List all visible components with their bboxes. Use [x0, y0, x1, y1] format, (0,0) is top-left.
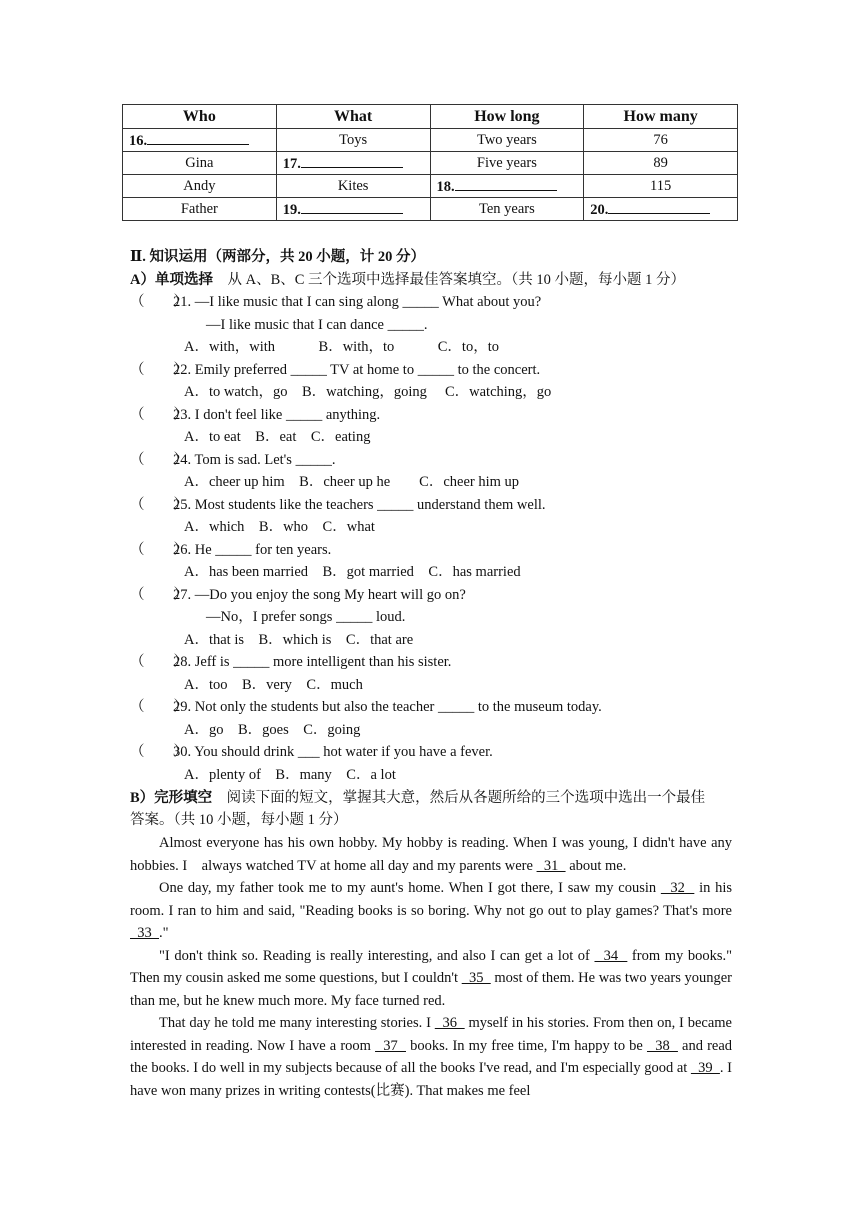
table-cell: Five years [430, 152, 584, 175]
cloze-blank: 34 [594, 947, 628, 964]
table-cell: 89 [584, 152, 738, 175]
cloze-blank: 39 [690, 1060, 720, 1076]
passage-paragraph [130, 945, 732, 1013]
passage-text: . I have won many prizes in writing contests(比赛). That makes me feel [130, 1060, 732, 1099]
passage-text: That day he told me many interesting stories. I [159, 1015, 435, 1031]
passage-text: in his room. I ran to him and said, "Reading books is so boring. Why not go out to play games? That's more [130, 880, 733, 919]
question-stem [130, 405, 380, 425]
passage-paragraph [130, 877, 732, 945]
question-stem [130, 697, 602, 717]
passage-text: "I don't think so. Reading is really interesting, and also I can get a lot of [159, 947, 595, 964]
question-text: 25. Most students like the teachers _____ understand them well. [173, 496, 546, 513]
table-cell: Two years [430, 129, 584, 152]
answer-paren: （ ） [130, 654, 188, 670]
table-cell: Father [123, 198, 277, 221]
answer-blank [301, 199, 403, 214]
question-options: A．plenty of B．many C．a lot [184, 766, 396, 783]
table-cell: Andy [123, 175, 277, 198]
table-row [123, 152, 738, 175]
cloze-blank: 37 [375, 1037, 406, 1054]
question-stem [130, 742, 493, 762]
cloze-blank: 32 [660, 880, 695, 896]
cloze-blank: 31 [536, 857, 566, 874]
question-stem [130, 360, 540, 380]
question-text: 24. Tom is sad. Let's _____. [173, 451, 336, 468]
table-cell: Kites [276, 175, 430, 198]
passage-text: about me. [565, 857, 627, 874]
passage-paragraph [130, 1012, 732, 1102]
answer-blank [147, 130, 249, 145]
answer-paren: （ ） [130, 586, 188, 603]
answer-paren: （ ） [130, 496, 188, 513]
table-cell [276, 152, 430, 175]
answer-paren: （ ） [130, 361, 188, 378]
answer-paren: （ ） [130, 699, 188, 715]
blank-number: 19. [282, 202, 301, 218]
passage-text: Almost everyone has his own hobby. My hobby is reading. When I was young, I didn't have any hobbies. I always watched TV at home all day and my parents were [130, 835, 732, 874]
part-b-heading [130, 788, 705, 808]
part-b-label: B）完形填空 [130, 790, 213, 806]
answer-paren: （ ） [130, 541, 188, 558]
table-cell [123, 129, 277, 152]
passage-text: and read the books. I do well in my subjects because of all the books I've read, and I'm especially good at [130, 1037, 733, 1076]
answer-paren: （ ） [130, 406, 188, 423]
part-a-heading [130, 270, 685, 290]
question-reply: —I like music that I can dance _____. [206, 316, 428, 333]
passage-text: One day, my father took me to my aunt's home. When I got there, I saw my cousin [159, 880, 661, 896]
table-cell: 76 [584, 129, 738, 152]
answer-paren: （ ） [130, 294, 188, 310]
passage-text: books. In my free time, I'm happy to be [405, 1037, 647, 1054]
blank-number: 17. [282, 156, 301, 172]
question-reply: —No，I prefer songs _____ loud. [206, 609, 406, 625]
table-row [123, 198, 738, 221]
part-a-label: A）单项选择 [130, 272, 213, 288]
column-header: Who [123, 105, 277, 129]
passage-text: ." [159, 925, 169, 941]
question-options: A．has been married B．got married C．has married [184, 564, 521, 580]
question-options: A．cheer up him B．cheer up he C．cheer him up [184, 474, 520, 490]
answer-blank [301, 153, 403, 168]
table-cell: 115 [584, 175, 738, 198]
table-cell: Gina [123, 152, 277, 175]
question-options: A．with，with B．with，to C．to，to [184, 339, 499, 355]
cloze-passage [130, 832, 732, 1102]
question-text: 27. —Do you enjoy the song My heart will go on? [173, 586, 466, 603]
blank-number: 18. [436, 179, 455, 195]
question-stem [130, 495, 546, 515]
part-b-instructions: 阅读下面的短文，掌握其大意，然后从各题所给的三个选项中选出一个最佳 [226, 790, 706, 806]
question-options: A．too B．very C．much [184, 676, 363, 693]
question-text: 23. I don't feel like _____ anything. [173, 406, 381, 423]
table-row [123, 175, 738, 198]
question-options: A．go B．goes C．going [184, 721, 361, 738]
answer-blank [608, 199, 710, 214]
table-cell: Toys [276, 129, 430, 152]
question-stem [130, 450, 335, 470]
question-stem [130, 292, 541, 312]
passage-text: from my books." Then my cousin asked me some questions, but I couldn't [130, 947, 733, 986]
blank-number: 16. [129, 133, 148, 149]
column-header: How many [584, 105, 738, 129]
passage-text: most of them. He was two years younger than me, but he knew much more. My face turned red. [130, 970, 732, 1009]
table-row [123, 129, 738, 152]
question-text: 30. You should drink ___ hot water if you have a fever. [173, 744, 493, 760]
question-stem [130, 540, 331, 560]
question-text: 29. Not only the students but also the teacher _____ to the museum today. [173, 699, 602, 715]
question-text: 22. Emily preferred _____ TV at home to _____ to the concert. [173, 361, 541, 378]
answer-paren: （ ） [130, 744, 188, 760]
question-options: A．to eat B．eat C．eating [184, 429, 371, 445]
question-options: A．that is B．which is C．that are [184, 631, 414, 648]
part-b-instructions-2: 答案。（共 10 小题，每小题 1 分） [130, 812, 348, 828]
column-header: How long [430, 105, 584, 129]
column-header: What [276, 105, 430, 129]
section-title: Ⅱ. 知识运用（两部分，共 20 小题，计 20 分） [130, 249, 425, 265]
question-options: A．to watch，go B．watching，going C．watching，go [184, 384, 552, 400]
question-stem [130, 652, 451, 672]
question-stem [130, 585, 466, 605]
table-cell [430, 175, 584, 198]
cloze-blank: 38 [646, 1037, 678, 1054]
part-a-instructions: 从 A、B、C 三个选项中选择最佳答案填空。（共 10 小题，每小题 1 分） [227, 272, 686, 288]
passage-text: myself in his stories. From then on, I became interested in reading. Now I have a room [130, 1015, 732, 1054]
question-text: 21. —I like music that I can sing along _____ What about you? [173, 294, 542, 310]
table-cell [276, 198, 430, 221]
question-text: 28. Jeff is _____ more intelligent than his sister. [173, 654, 452, 670]
cloze-blank: 33 [130, 925, 159, 941]
cloze-blank: 35 [461, 970, 491, 986]
table-header-row [123, 105, 738, 129]
answer-paren: （ ） [130, 451, 188, 468]
blank-number: 20. [590, 202, 609, 218]
cloze-blank: 36 [434, 1015, 465, 1031]
question-options: A．which B．who C．what [184, 519, 375, 535]
question-text: 26. He _____ for ten years. [173, 541, 332, 558]
answer-blank [455, 176, 557, 191]
table-cell: Ten years [430, 198, 584, 221]
table-cell [584, 198, 738, 221]
passage-paragraph [130, 832, 732, 877]
info-table [122, 104, 738, 221]
